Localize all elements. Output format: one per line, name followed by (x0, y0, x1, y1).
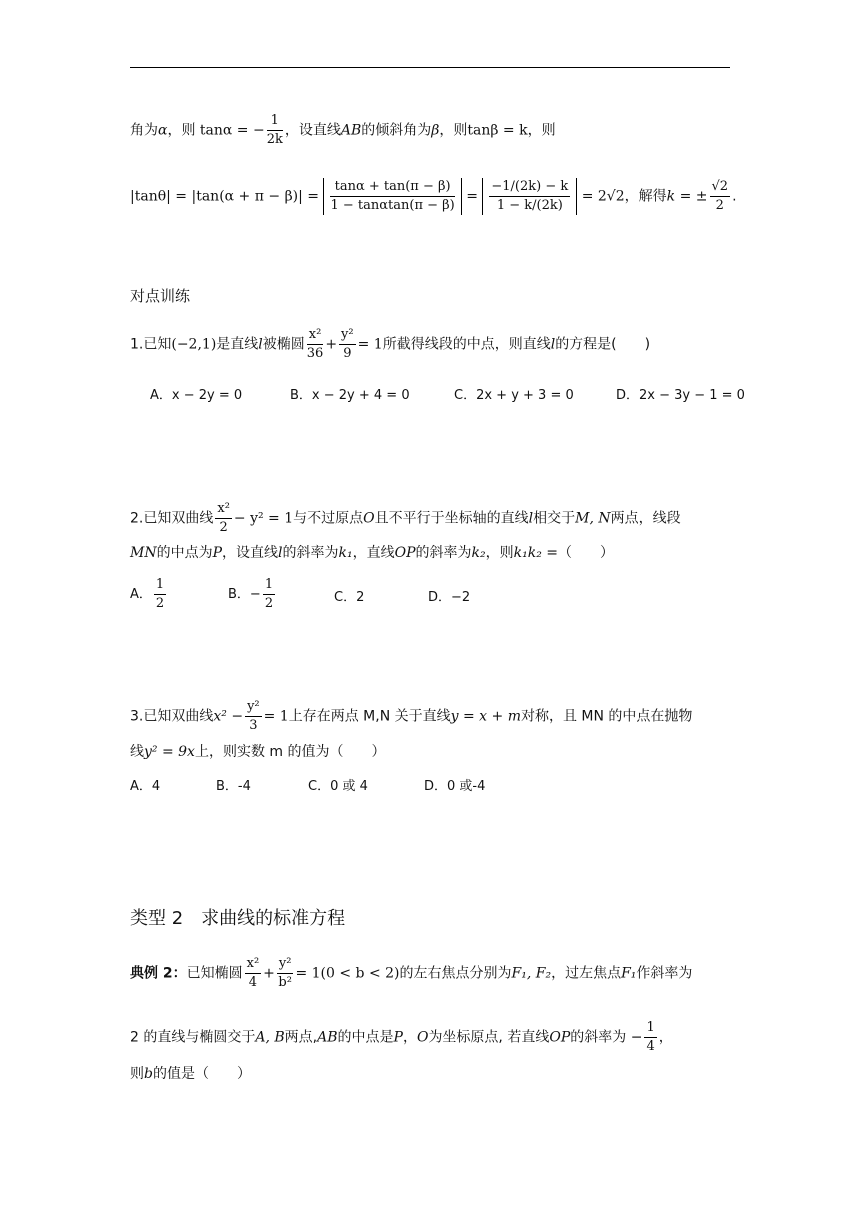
text: 则 (130, 1066, 144, 1082)
text: 的斜率为 (282, 545, 339, 561)
fraction-numerator: 1 (644, 1019, 656, 1038)
fraction-denominator: 2k (266, 132, 283, 147)
fraction (339, 326, 356, 363)
fraction-denominator: 2 (264, 596, 274, 611)
text: 线 (130, 744, 144, 760)
plus: + (325, 336, 338, 353)
absolute-value (482, 178, 577, 215)
text: 的斜率为 (415, 545, 472, 561)
math-beta: β (431, 122, 440, 139)
question-3-line-2 (130, 742, 386, 762)
fraction-denominator: 3 (249, 718, 258, 733)
text: ，解得 (624, 188, 667, 205)
text: 上存在两点 M,N 关于直线 (288, 708, 451, 725)
text: 被椭圆 (262, 336, 305, 353)
text: 是直线 (216, 336, 259, 353)
fraction (644, 1019, 656, 1056)
fraction (267, 112, 283, 149)
math-l: l (550, 336, 556, 353)
fraction-denominator: 1 − k/(2k) (496, 198, 563, 213)
fraction (277, 955, 294, 992)
text: 的方程是( ) (555, 336, 651, 353)
math-ab: AB (340, 122, 362, 139)
text: 相交于 (533, 510, 576, 527)
text: 所截得线段的中点，则直线 (382, 336, 551, 353)
math-k2: k₂ (471, 545, 486, 561)
math-expression: − y² = 1 (233, 510, 294, 527)
math-point: (−2,1) (171, 336, 217, 353)
fraction-denominator: 2 (219, 520, 228, 535)
fraction (307, 326, 324, 363)
text: A． (130, 587, 152, 602)
fraction-denominator: 2 (715, 198, 724, 213)
equation-result: = 2√2 (581, 188, 625, 205)
math-o: O (416, 1029, 429, 1046)
q3-option-d: D．0 或-4 (424, 779, 486, 794)
q2-option-a (130, 576, 168, 613)
fraction-numerator: y² (277, 955, 294, 974)
fraction (330, 178, 454, 215)
fraction-numerator: 1 (154, 576, 166, 595)
text: 的倾斜角为 (361, 122, 432, 139)
fraction (245, 698, 262, 735)
math-line: y = x + m (450, 708, 521, 725)
fraction-denominator: 9 (343, 346, 352, 361)
example-label: 典例 2： (130, 965, 187, 982)
text: ，直线 (352, 545, 395, 561)
fraction-numerator: √2 (710, 178, 731, 197)
fraction-denominator: 1 − tanαtan(π − β) (330, 198, 455, 213)
text: 两点, (284, 1029, 318, 1046)
text: ， (402, 1029, 417, 1046)
question-3-line-1 (130, 698, 692, 735)
fraction-denominator: 36 (306, 346, 324, 361)
math-ab: AB (317, 1029, 338, 1046)
math-parabola: y² = 9x (144, 744, 195, 760)
fraction-numerator: y² (245, 698, 262, 717)
q3-option-c: C．0 或 4 (308, 779, 368, 794)
text: ，则 (527, 122, 556, 139)
q2-option-b (228, 576, 277, 613)
math-l: l (528, 510, 534, 527)
fraction-denominator: 2 (155, 596, 165, 611)
text: 与不过原点 (293, 510, 364, 527)
fraction-denominator: b² (278, 975, 292, 990)
section-heading: 类型 2 求曲线的标准方程 (130, 908, 346, 929)
text: 的左右焦点分别为 (399, 965, 512, 982)
fraction (710, 178, 731, 215)
text: 的值是（ ） (152, 1066, 251, 1082)
math-condition: = 1(0 < b < 2) (295, 965, 400, 982)
fraction-numerator: x² (215, 500, 232, 519)
text: 3.已知双曲线 (130, 708, 214, 725)
math-f1: F₁ (621, 965, 637, 982)
fraction-numerator: −1/(2k) − k (489, 178, 570, 197)
fraction (154, 576, 166, 613)
math-alpha: α (158, 122, 168, 139)
question-1 (130, 326, 650, 363)
text: ，设直线 (284, 122, 341, 139)
intro-line-1 (130, 112, 556, 149)
q1-option-d: D．2x − 3y − 1 = 0 (616, 388, 745, 403)
q1-option-a: A．x − 2y = 0 (150, 388, 243, 403)
practice-title: 对点训练 (130, 287, 191, 305)
q3-option-b: B．-4 (216, 779, 251, 794)
text: 2 的直线与椭圆交于 (130, 1029, 256, 1046)
fraction-numerator: x² (245, 955, 262, 974)
question-2-line-2 (130, 543, 614, 563)
math-p: P (393, 1029, 403, 1046)
text: ，过左焦点 (551, 965, 622, 982)
q1-option-c: C．2x + y + 3 = 0 (454, 388, 574, 403)
math-op: OP (394, 545, 416, 561)
equals: = 1 (357, 336, 383, 353)
fraction-denominator: 4 (248, 975, 258, 990)
math-ab: A, B (255, 1029, 285, 1046)
question-2-line-1 (130, 500, 681, 537)
equals: = 1 (263, 708, 289, 725)
text: 上，则实数 m 的值为（ ） (194, 744, 386, 760)
equation-left: |tanθ| = |tan(α + π − β)| = (130, 188, 320, 205)
math-k1: k₁ (338, 545, 353, 561)
text: 两点，线段 (610, 510, 681, 527)
math-product: k₁k₂ = (513, 545, 558, 561)
text: 的中点为 (156, 545, 213, 561)
math-foci: F₁, F₂ (511, 965, 552, 982)
text: 作斜率为 (636, 965, 693, 982)
math-mn: M, N (575, 510, 611, 527)
math-mn: MN (130, 545, 157, 561)
text: 2.已知双曲线 (130, 510, 214, 527)
fraction-numerator: x² (307, 326, 324, 345)
example-2-line-3 (130, 1064, 251, 1084)
math-l: l (258, 336, 263, 353)
text: B．− (228, 587, 261, 602)
math-o: O (363, 510, 375, 527)
example-2-line-2 (130, 1019, 673, 1056)
q1-option-b: B．x − 2y + 4 = 0 (290, 388, 410, 403)
text: 已知椭圆 (186, 965, 243, 982)
math-tan-alpha: ，则 tanα = − (167, 122, 265, 139)
plus: + (263, 965, 275, 982)
text: 且不平行于坐标轴的直线 (374, 510, 529, 527)
math-op: OP (549, 1029, 571, 1046)
fraction-numerator: tanα + tan(π − β) (330, 178, 454, 197)
absolute-value (323, 178, 461, 215)
text: . (732, 188, 737, 205)
text: 的中点是 (337, 1029, 394, 1046)
header-rule (130, 67, 730, 68)
text: ，则 (485, 545, 514, 561)
text: ，则 (439, 122, 468, 139)
math-p: P (212, 545, 223, 561)
q3-option-a: A．4 (130, 779, 161, 794)
text: 的斜率为 − (570, 1029, 643, 1046)
q2-option-d: D．−2 (428, 590, 471, 605)
text: 为坐标原点, 若直线 (428, 1029, 550, 1046)
text: 对称，且 MN 的中点在抛物 (520, 708, 693, 725)
text: 1.已知 (130, 336, 172, 353)
fraction-numerator: y² (339, 326, 356, 345)
equals: = (466, 188, 478, 205)
fraction-numerator: 1 (263, 576, 275, 595)
example-2-line-1 (130, 955, 692, 992)
fraction-denominator: 4 (646, 1039, 655, 1054)
text: ， (658, 1029, 673, 1046)
q2-option-c: C．2 (334, 590, 365, 605)
text: ，设直线 (222, 545, 279, 561)
math-l: l (278, 545, 283, 561)
math-tan-beta: tanβ = k (467, 122, 528, 139)
intro-equation (130, 178, 737, 215)
fraction (245, 955, 262, 992)
math-k: k = ± (666, 188, 708, 205)
math-b: b (144, 1066, 153, 1082)
fraction-numerator: 1 (267, 112, 283, 131)
answer-blank: （ ） (558, 545, 614, 561)
text: 角为 (130, 122, 158, 139)
fraction (215, 500, 232, 537)
fraction (263, 576, 275, 613)
fraction (489, 178, 570, 215)
math-x2: x² − (213, 708, 244, 725)
